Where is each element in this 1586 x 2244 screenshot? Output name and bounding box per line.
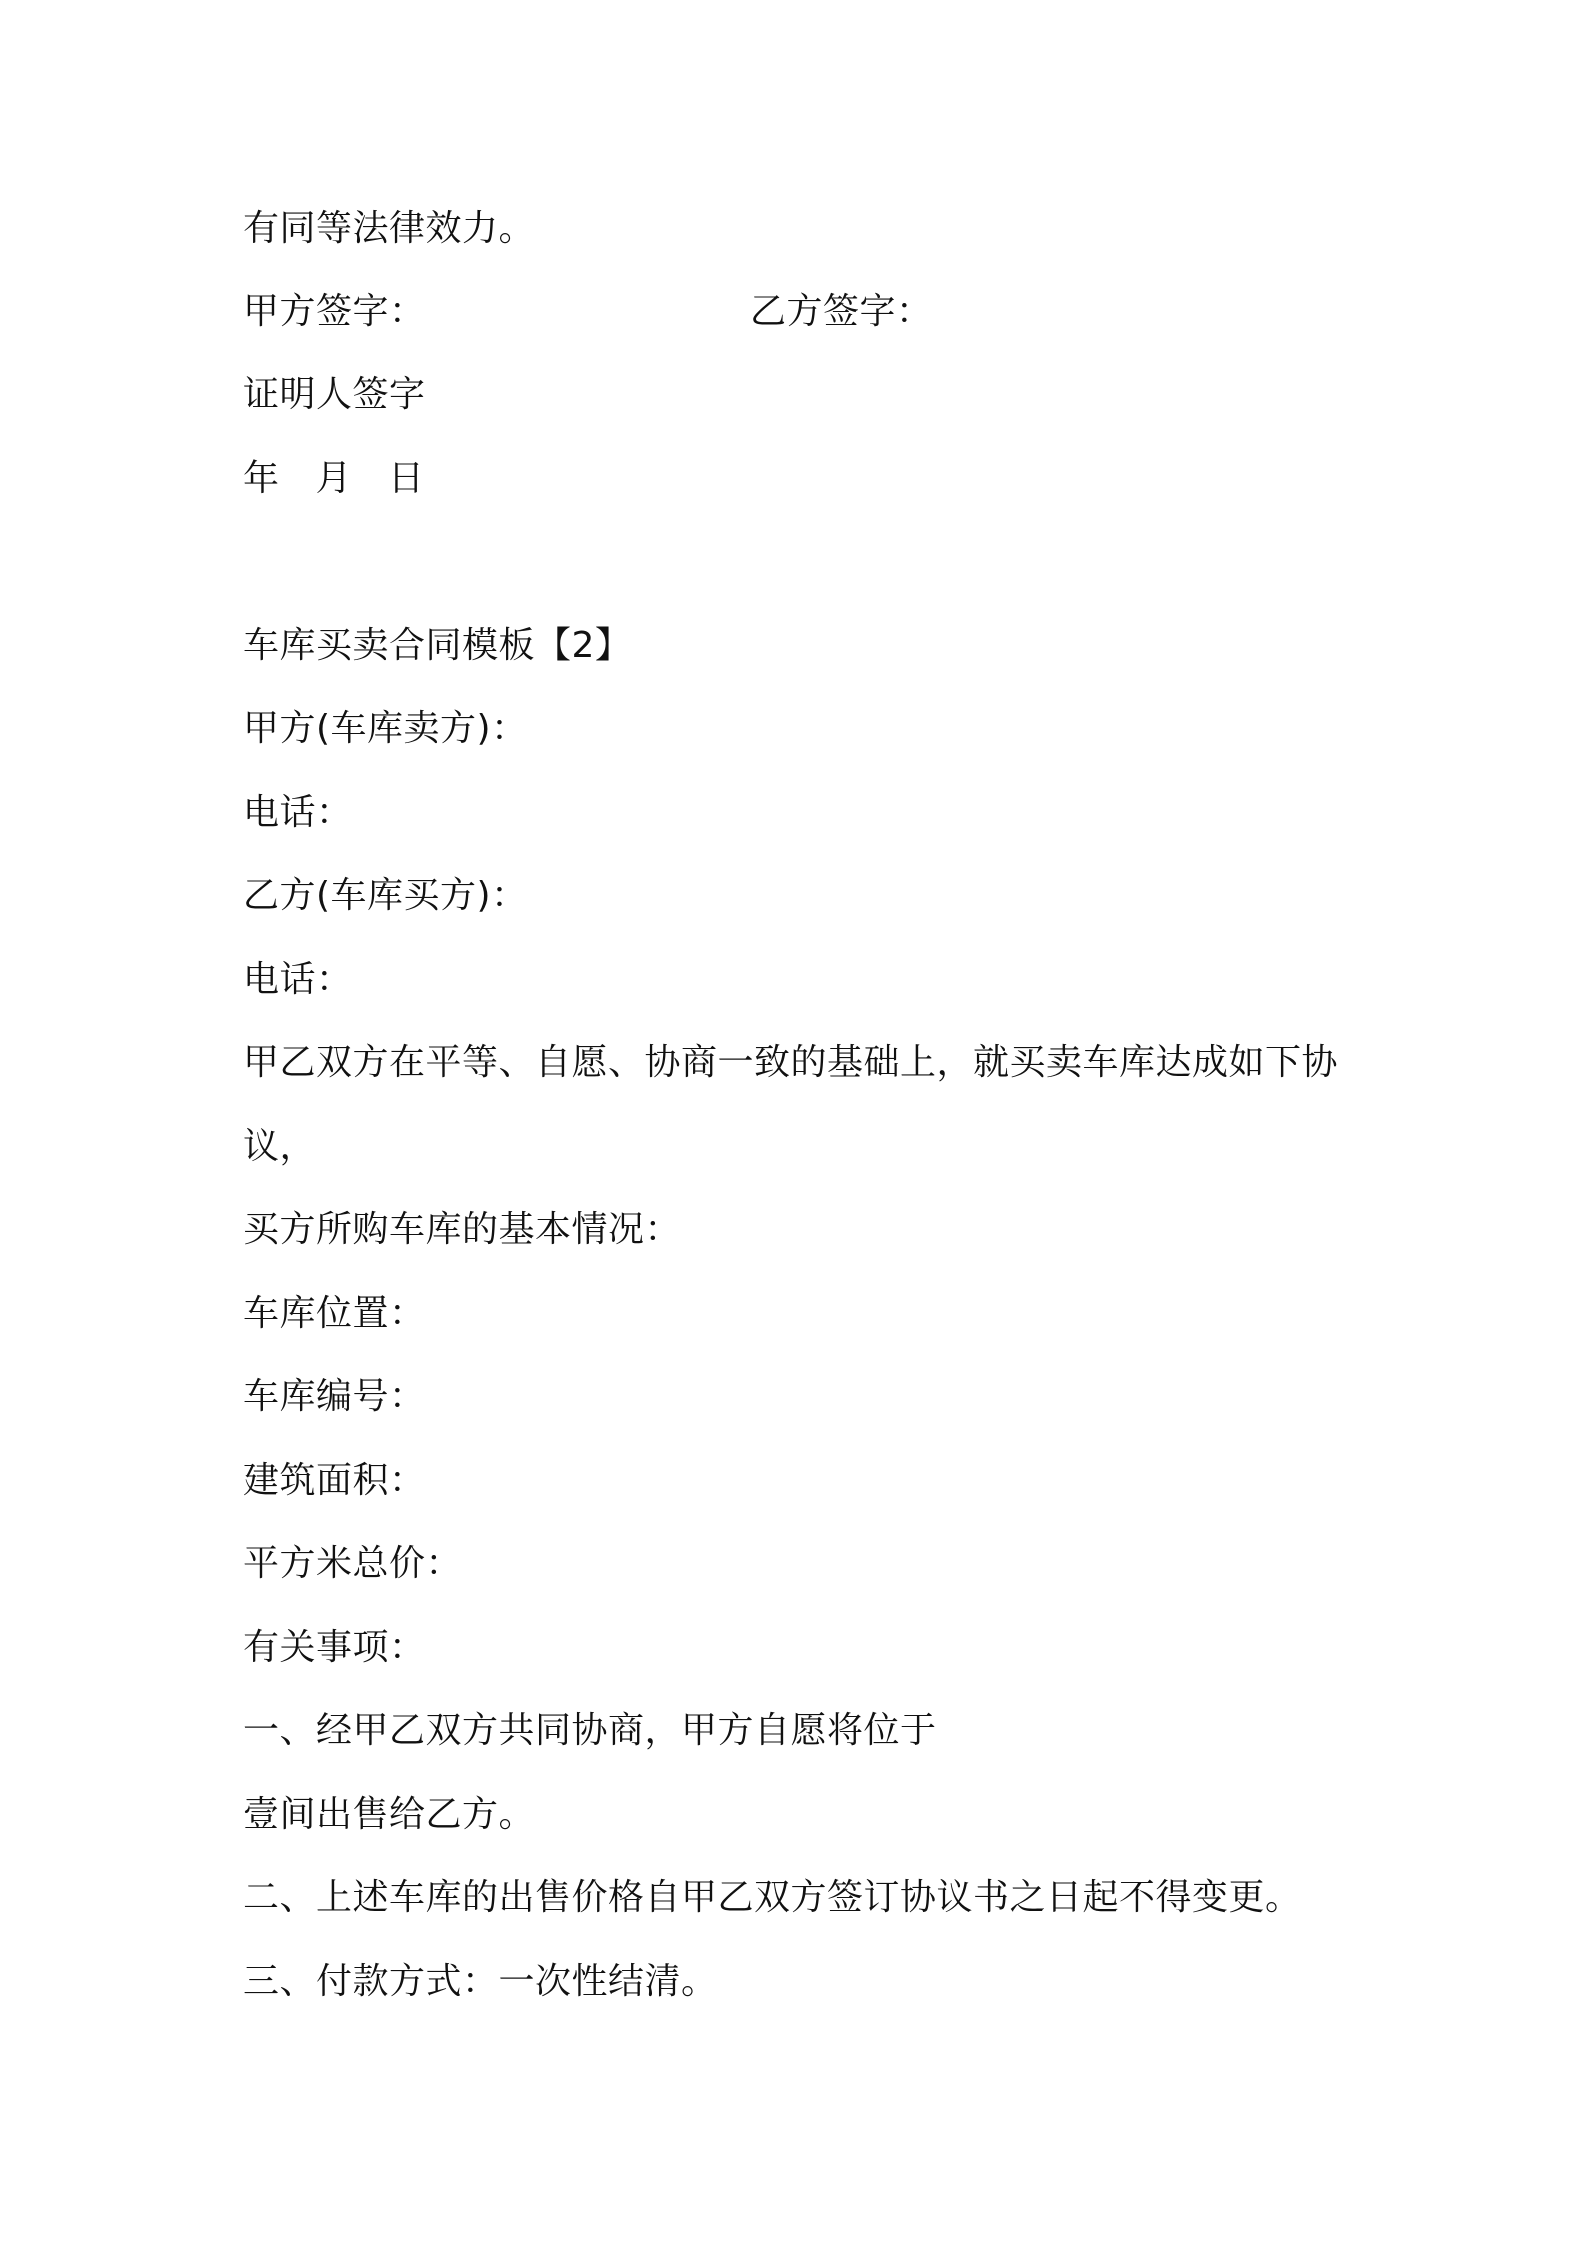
garage-number-label: 车库编号：: [243, 1376, 426, 1417]
witness-signature-label: 证明人签字: [243, 374, 426, 415]
intro-closing-text: 有同等法律效力。: [243, 208, 536, 249]
garage-location-label: 车库位置：: [243, 1293, 426, 1334]
clause-1-line-1: 一、经甲乙双方共同协商，甲方自愿将位于: [243, 1710, 937, 1751]
party-a-label: 甲方(车库卖方)：: [243, 708, 528, 749]
party-b-label: 乙方(车库买方)：: [243, 875, 528, 916]
preamble-line-1: 甲乙双方在平等、自愿、协商一致的基础上，就买卖车库达成如下协: [243, 1042, 1339, 1083]
clause-1-line-2: 壹间出售给乙方。: [243, 1794, 536, 1835]
clause-3: 三、付款方式：一次性结清。: [243, 1961, 718, 2002]
total-price-label: 平方米总价：: [243, 1543, 463, 1584]
related-matters-heading: 有关事项：: [243, 1627, 426, 1668]
party-b-signature-label: 乙方签字：: [750, 291, 933, 332]
contract-title: 车库买卖合同模板【2】: [243, 625, 632, 666]
party-a-phone-label: 电话：: [243, 792, 353, 833]
building-area-label: 建筑面积：: [243, 1460, 426, 1501]
date-line: [243, 457, 461, 501]
date-day: 日: [388, 458, 425, 499]
date-year: 年: [243, 458, 280, 499]
preamble-line-2: 议，: [243, 1126, 317, 1167]
party-b-phone-label: 电话：: [243, 959, 353, 1000]
date-month: 月: [315, 458, 353, 499]
clause-2: 二、上述车库的出售价格自甲乙双方签订协议书之日起不得变更。: [243, 1877, 1302, 1918]
party-a-signature-label: 甲方签字：: [243, 291, 426, 332]
garage-info-heading: 买方所购车库的基本情况：: [243, 1209, 682, 1250]
